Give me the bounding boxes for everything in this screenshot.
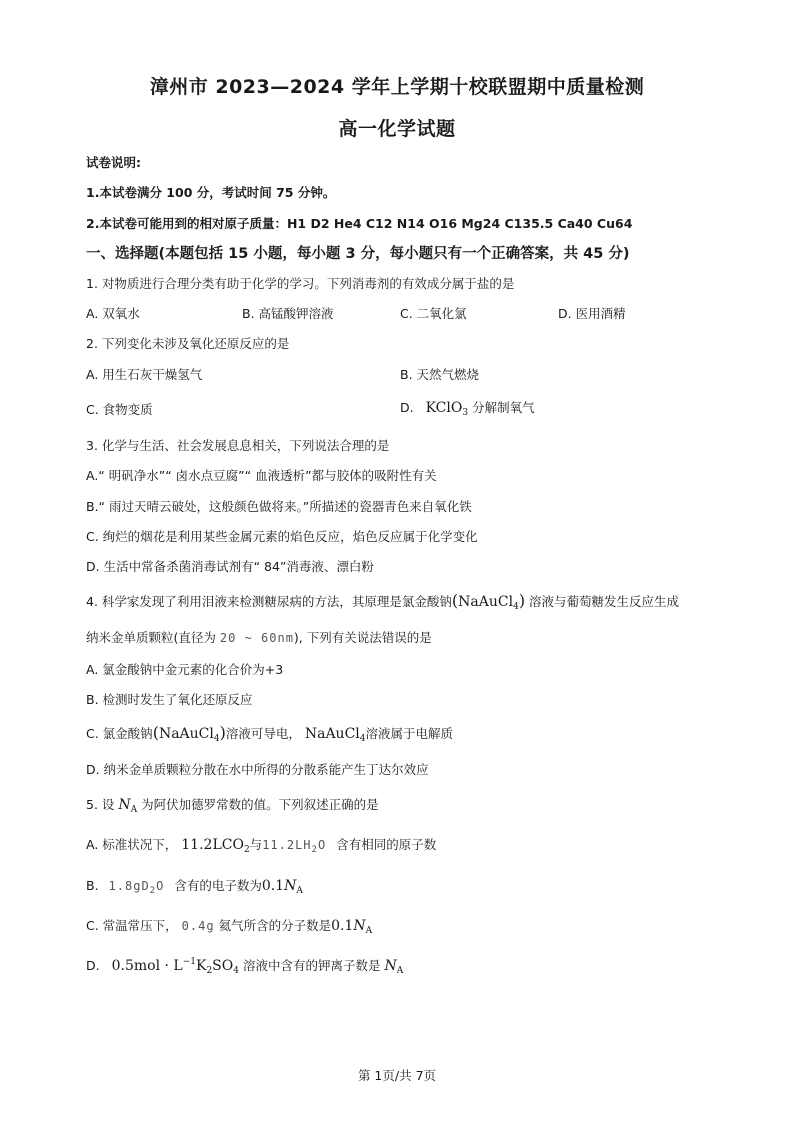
paren: ( xyxy=(451,591,459,610)
formula-subscript: 2 xyxy=(206,966,213,976)
mass-value: 0.4g xyxy=(181,919,215,933)
option-text: 溶液可导电， xyxy=(225,726,301,741)
option-label: D. xyxy=(400,400,414,415)
question-1-option-c: C. 二氧化氯 xyxy=(400,306,467,321)
formula-subscript: 2 xyxy=(243,845,250,855)
symbol-subscript: A xyxy=(365,926,373,936)
option-text: 溶液属于电解质 xyxy=(365,726,454,741)
option-text: 氦气所含的分子数是 xyxy=(218,918,332,933)
avogadro-symbol xyxy=(118,797,137,813)
formula-text: NaAuCl xyxy=(158,726,214,742)
option-text: C. 常温常压下， xyxy=(86,918,178,933)
formula-text: 11.2LCO xyxy=(181,837,244,853)
formula-text: O xyxy=(156,879,165,893)
symbol-text: N xyxy=(284,878,297,894)
question-3-option-a: A.“ 明矾净水”“ 卤水点豆腐”“ 血液透析”都与胶体的吸附性有关 xyxy=(86,468,437,483)
question-3-option-c: C. 绚烂的烟花是利用某些金属元素的焰色反应，焰色反应属于化学变化 xyxy=(86,529,478,544)
question-4-option-a: A. 氯金酸钠中金元素的化合价为+3 xyxy=(86,662,284,677)
stem-text: 5. 设 xyxy=(86,797,115,812)
question-4-stem-line-2 xyxy=(86,630,432,646)
question-4-option-d: D. 纳米金单质颗粒分散在水中所得的分散系能产生丁达尔效应 xyxy=(86,762,429,777)
formula-subscript: 2 xyxy=(311,845,318,855)
question-4-option-b: B. 检测时发生了氧化还原反应 xyxy=(86,692,253,707)
option-text: C. 氯金酸钠 xyxy=(86,726,153,741)
question-3-stem: 3. 化学与生活、社会发展息息相关，下列说法合理的是 xyxy=(86,438,390,453)
question-5-option-c xyxy=(86,918,372,934)
formula-text: NaAuCl xyxy=(458,594,514,610)
question-5-option-d xyxy=(86,958,403,974)
formula-d2o xyxy=(108,879,165,896)
avogadro-symbol xyxy=(284,878,303,894)
paren: ( xyxy=(152,723,159,742)
option-text: 与 xyxy=(249,837,263,852)
paren: ) xyxy=(518,591,526,610)
question-3-option-b: B.“ 雨过天晴云破处，这般颜色做将来。”所描述的瓷器青色来自氧化铁 xyxy=(86,499,472,514)
formula-subscript: 3 xyxy=(462,408,469,418)
formula-subscript: 4 xyxy=(233,966,239,976)
formula-text: K xyxy=(195,958,207,974)
section-heading: 一、选择题(本题包括 15 小题，每小题 3 分，每小题只有一个正确答案，共 45 分) xyxy=(86,246,630,262)
question-1-option-b: B. 高锰酸钾溶液 xyxy=(242,306,334,321)
question-1-option-a: A. 双氧水 xyxy=(86,306,140,321)
formula-text: KClO xyxy=(425,400,463,416)
stem-text: ), 下列有关说法错误的是 xyxy=(293,630,432,645)
question-2-option-b: B. 天然气燃烧 xyxy=(400,367,480,382)
question-2-option-c: C. 食物变质 xyxy=(86,402,153,417)
question-1-stem: 1. 对物质进行合理分类有助于化学的学习。下列消毒剂的有效成分属于盐的是 xyxy=(86,276,515,291)
option-text: 溶液中含有的钾离子数是 xyxy=(242,958,381,973)
option-label: B. xyxy=(86,878,99,893)
question-2-option-d xyxy=(400,400,535,416)
question-2-stem: 2. 下列变化未涉及氧化还原反应的是 xyxy=(86,336,290,351)
symbol-text: N xyxy=(118,797,131,813)
formula-superscript: −1 xyxy=(182,957,196,967)
question-4-option-c xyxy=(86,725,453,742)
formula-subscript: 4 xyxy=(359,734,366,744)
option-label: D. xyxy=(86,958,100,973)
formula-kclo3 xyxy=(426,400,468,416)
formula-co2 xyxy=(181,837,249,853)
page-footer: 第 1页/共 7页 xyxy=(357,1068,437,1083)
question-5-stem xyxy=(86,797,379,813)
stem-text: 溶液与葡萄糖发生反应生成 xyxy=(529,594,680,609)
formula-naaucl4 xyxy=(458,594,519,610)
formula-subscript: 2 xyxy=(149,886,157,896)
paren: ) xyxy=(219,723,226,742)
question-5-option-a xyxy=(86,837,436,853)
formula-text: 11.2LH xyxy=(262,838,312,852)
exam-title: 漳州市 2023—2024 学年上学期十校联盟期中质量检测 xyxy=(149,76,645,98)
avogadro-symbol xyxy=(384,958,403,974)
question-1-option-d: D. 医用酒精 xyxy=(558,306,626,321)
value: 0.1 xyxy=(261,878,285,894)
question-3-option-d: D. 生活中常备杀菌消毒试剂有“ 84”消毒液、漂白粉 xyxy=(86,559,374,574)
avogadro-symbol xyxy=(353,918,372,934)
stem-text: 4. 科学家发现了利用泪液来检测糖尿病的方法，其原理是氯金酸钠 xyxy=(86,594,452,609)
option-text: 分解制氧气 xyxy=(472,400,535,415)
value: 0.1 xyxy=(331,918,354,934)
symbol-subscript: A xyxy=(296,886,303,896)
formula-text: 0.5mol · L xyxy=(111,958,183,974)
formula-naaucl4 xyxy=(305,726,366,742)
instructions-line-2: 2.本试卷可能用到的相对原子质量：H1 D2 He4 C12 N14 O16 Mg24 C135.5 Ca40 Cu64 xyxy=(86,216,633,231)
symbol-subscript: A xyxy=(396,966,404,976)
symbol-subscript: A xyxy=(130,805,138,815)
formula-subscript: 4 xyxy=(213,734,220,744)
formula-naaucl4 xyxy=(159,726,220,742)
option-text: 含有相同的原子数 xyxy=(336,837,437,852)
stem-text: 为阿伏加德罗常数的值。下列叙述正确的是 xyxy=(141,797,379,812)
option-text: A. 标准状况下， xyxy=(86,837,178,852)
stem-text: 纳米金单质颗粒(直径为 xyxy=(86,630,216,645)
question-2-option-a: A. 用生石灰干燥氢气 xyxy=(86,367,203,382)
instructions-heading: 试卷说明: xyxy=(86,155,141,170)
formula-subscript: 4 xyxy=(513,602,519,612)
formula-text: SO xyxy=(212,958,234,974)
option-text: 含有的电子数为 xyxy=(174,878,262,893)
symbol-text: N xyxy=(353,918,366,934)
question-5-option-b xyxy=(86,878,303,894)
size-range: 20 ~ 60nm xyxy=(219,631,294,645)
formula-text: NaAuCl xyxy=(304,726,360,742)
instructions-line-1: 1.本试卷满分 100 分，考试时间 75 分钟。 xyxy=(86,185,336,200)
exam-subtitle: 高一化学试题 xyxy=(338,118,456,140)
formula-h2o xyxy=(262,838,327,855)
formula-k2so4-solution xyxy=(112,958,239,974)
question-4-stem-line-1 xyxy=(86,593,679,610)
formula-text: O xyxy=(317,838,327,852)
symbol-text: N xyxy=(384,958,397,974)
formula-text: 1.8gD xyxy=(108,879,150,893)
